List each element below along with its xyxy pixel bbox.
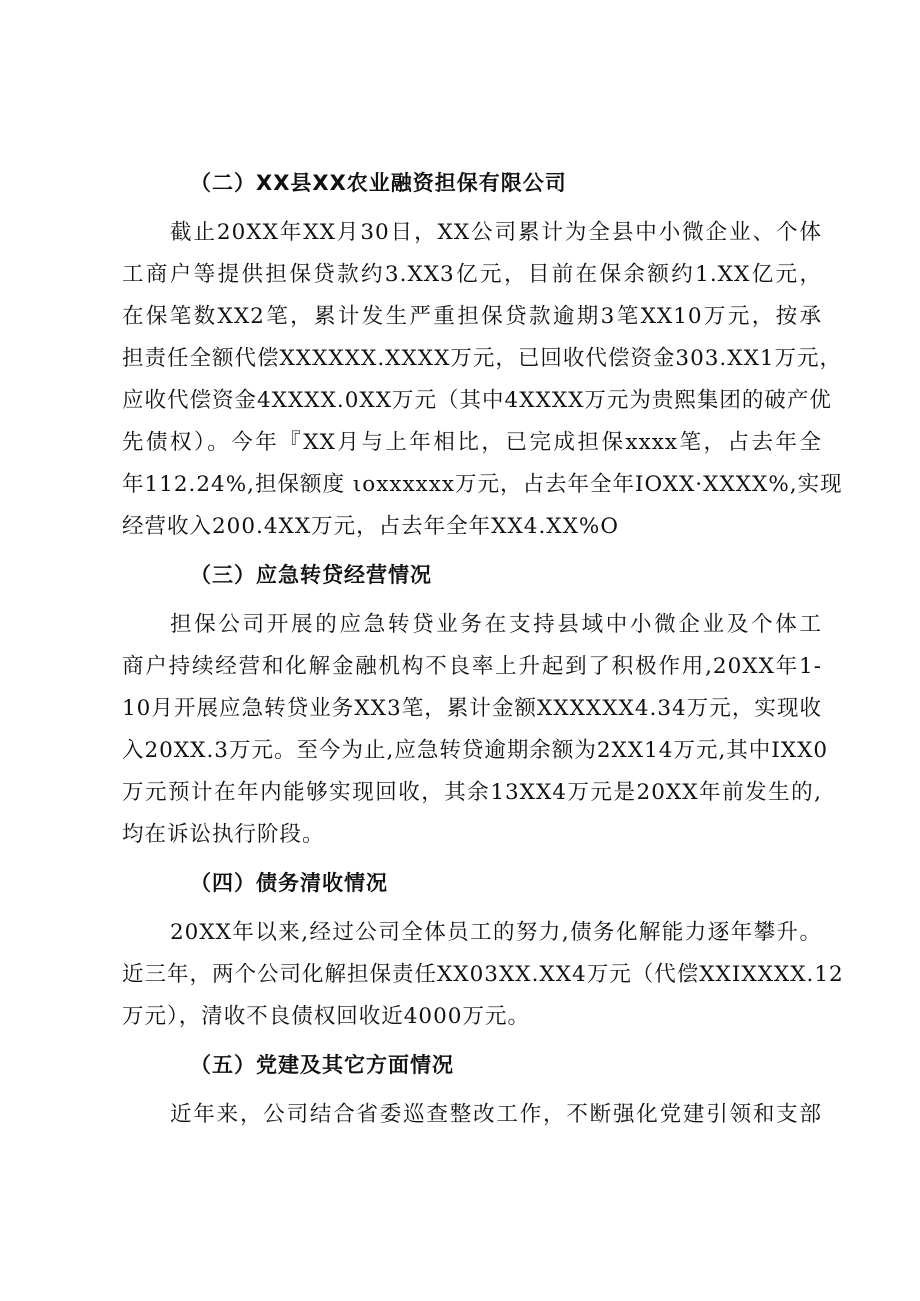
- paragraph-line: 近年来，公司结合省委巡查整改工作，不断强化党建引领和支部: [170, 1102, 822, 1127]
- paragraph-line: 截止20XX年XX月30日，XX公司累计为全县中小微企业、个体: [170, 220, 822, 245]
- paragraph-line: 近三年，两个公司化解担保责任XX03XX.XX4万元（代偿XXIXXXX.12: [122, 962, 844, 987]
- section-heading-5: （五）党建及其它方面情况: [190, 1053, 454, 1077]
- paragraph-line: 10月开展应急转贷业务XX3笔，累计金额XXXXXX4.34万元，实现收: [122, 696, 823, 721]
- paragraph-line: 入20XX.3万元。至今为止,应急转贷逾期余额为2XX14万元,其中IXX0: [122, 738, 829, 763]
- paragraph-line: 担保公司开展的应急转贷业务在支持县域中小微企业及个体工: [170, 612, 822, 637]
- paragraph-line: 均在诉讼执行阶段。: [122, 822, 325, 847]
- paragraph-line: 20XX年以来,经过公司全体员工的努力,债务化解能力逐年攀升。: [170, 920, 822, 945]
- paragraph-line: 商户持续经营和化解金融机构不良率上升起到了积极作用,20XX年1-: [122, 654, 822, 679]
- paragraph-line: 万元预计在年内能够实现回收，其余13XX4万元是20XX年前发生的,: [122, 780, 822, 805]
- section-heading-4: （四）债务清收情况: [190, 871, 388, 895]
- paragraph-line: 担责任全额代偿XXXXXX.XXXX万元，已回收代偿资金303.XX1万元，: [122, 346, 843, 371]
- paragraph-line: 工商户等提供担保贷款约3.XX3亿元，目前在保余额约1.XX亿元，: [122, 262, 822, 287]
- section-heading-3: （三）应急转贷经营情况: [190, 563, 432, 587]
- section-heading-2: （二）XX县XX农业融资担保有限公司: [190, 171, 567, 195]
- paragraph-line: 在保笔数XX2笔，累计发生严重担保贷款逾期3笔XX10万元，按承: [122, 304, 822, 329]
- paragraph-line: 应收代偿资金4XXXX.0XX万元（其中4XXXX万元为贵熙集团的破产优: [122, 388, 832, 413]
- paragraph-line: 先债权）。今年『XX月与上年相比，已完成担保xxxx笔，占去年全: [122, 430, 822, 455]
- paragraph-line: 经营收入200.4XX万元，占去年全年XX4.XX%O: [122, 514, 619, 539]
- paragraph-line: 万元），清收不良债权回收近4000万元。: [122, 1004, 530, 1029]
- paragraph-line: 年112.24%,担保额度 ιoxxxxxx万元，占去年全年IOXX·XXXX%,实现: [122, 472, 843, 497]
